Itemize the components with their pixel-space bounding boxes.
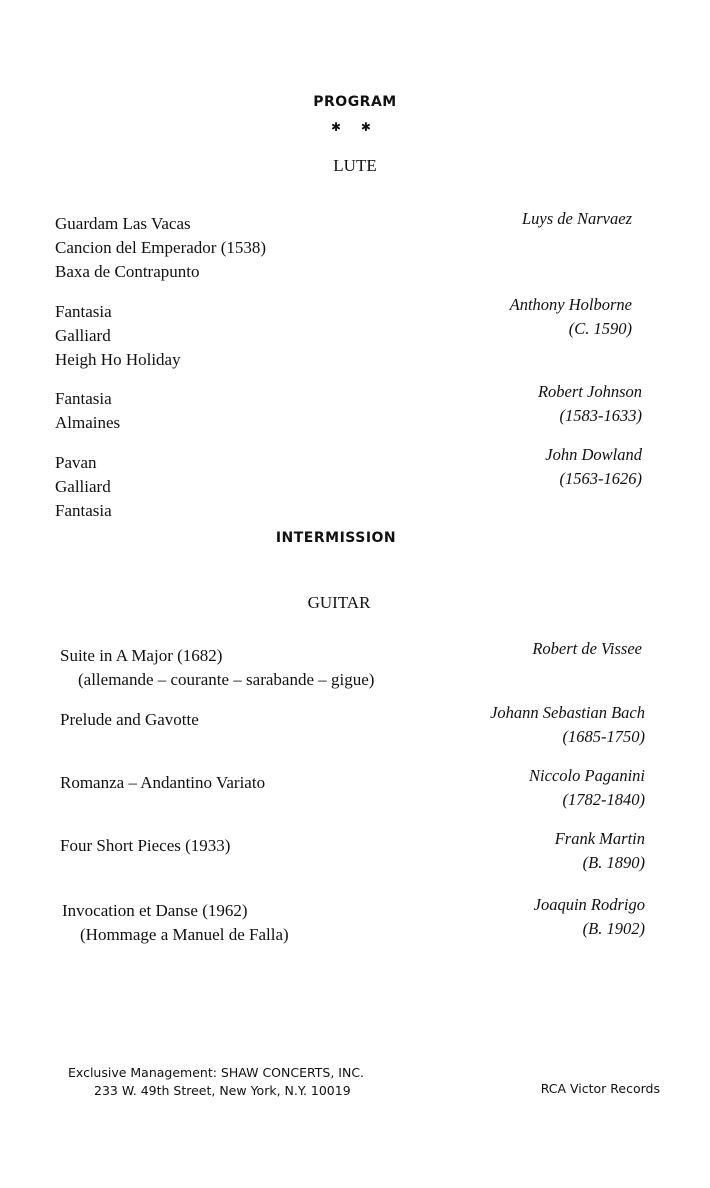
- lute-group-4-composer: [545, 443, 642, 491]
- composer-name: Frank Martin: [554, 829, 645, 848]
- work-title: Romanza – Andantino Variato: [60, 773, 266, 792]
- work-title: Prelude and Gavotte: [60, 710, 199, 729]
- composer-name: Johann Sebastian Bach: [490, 703, 645, 722]
- lute-group-4-works: [55, 451, 112, 523]
- work-title: Pavan: [55, 453, 97, 472]
- composer-name: Robert de Vissee: [532, 639, 642, 658]
- composer-name: John Dowland: [545, 445, 642, 464]
- work-title: Invocation et Danse (1962): [62, 901, 248, 920]
- lute-group-1-works: [55, 212, 266, 284]
- guitar-group-3-composer: [529, 764, 645, 812]
- work-title: Almaines: [55, 413, 121, 432]
- composer-name: Robert Johnson: [537, 382, 642, 401]
- composer-name: Luys de Narvaez: [522, 209, 632, 228]
- composer-dates: (1563-1626): [559, 469, 642, 488]
- program-title: PROGRAM: [313, 94, 397, 110]
- composer-name: Anthony Holborne: [509, 295, 632, 314]
- guitar-group-1-composer: [532, 637, 642, 661]
- lute-heading: LUTE: [333, 156, 377, 175]
- lute-group-3-composer: [538, 380, 642, 428]
- work-title: Fantasia: [55, 389, 112, 408]
- lute-group-2-works: [55, 300, 181, 372]
- guitar-group-1-works: [60, 644, 374, 692]
- composer-dates: (1583-1633): [559, 406, 642, 425]
- management-line-1: Exclusive Management: SHAW CONCERTS, INC.: [68, 1065, 365, 1080]
- guitar-group-2-works: [60, 708, 199, 732]
- management-line-2: 233 W. 49th Street, New York, N.Y. 10019: [94, 1083, 351, 1098]
- work-title: Cancion del Emperador (1538): [55, 238, 267, 257]
- guitar-heading: GUITAR: [307, 593, 371, 612]
- composer-dates: (1685-1750): [562, 727, 645, 746]
- guitar-group-4-works: [60, 834, 230, 858]
- work-title: Fantasia: [55, 302, 112, 321]
- lute-group-3-works: [55, 387, 120, 435]
- composer-dates: (B. 1890): [582, 853, 645, 872]
- work-title: Heigh Ho Holiday: [55, 350, 181, 369]
- work-title: Galliard: [55, 326, 111, 345]
- work-subtitle: (Hommage a Manuel de Falla): [80, 925, 289, 944]
- work-title: Galliard: [55, 477, 111, 496]
- composer-dates: (B. 1902): [582, 919, 645, 938]
- lute-group-2-composer: [510, 293, 632, 341]
- guitar-group-5-composer: [534, 893, 645, 941]
- intermission-label: INTERMISSION: [275, 530, 397, 546]
- composer-dates: (C. 1590): [568, 319, 632, 338]
- ornament-stars: ✱ ✱: [331, 120, 379, 134]
- work-title: Fantasia: [55, 501, 112, 520]
- management-block: [68, 1064, 364, 1100]
- work-title: Suite in A Major (1682): [60, 646, 223, 665]
- records-label: RCA Victor Records: [540, 1081, 660, 1096]
- guitar-group-2-composer: [490, 701, 645, 749]
- work-title: Guardam Las Vacas: [55, 214, 191, 233]
- work-title: Baxa de Contrapunto: [55, 262, 200, 281]
- composer-name: Joaquin Rodrigo: [533, 895, 645, 914]
- work-title: Four Short Pieces (1933): [60, 836, 231, 855]
- composer-name: Niccolo Paganini: [529, 766, 645, 785]
- composer-dates: (1782-1840): [562, 790, 645, 809]
- guitar-group-5-works: [62, 899, 289, 947]
- guitar-group-4-composer: [555, 827, 645, 875]
- lute-group-1-composer: [522, 207, 632, 231]
- work-subtitle: (allemande – courante – sarabande – gigue): [78, 670, 375, 689]
- guitar-group-3-works: [60, 771, 265, 795]
